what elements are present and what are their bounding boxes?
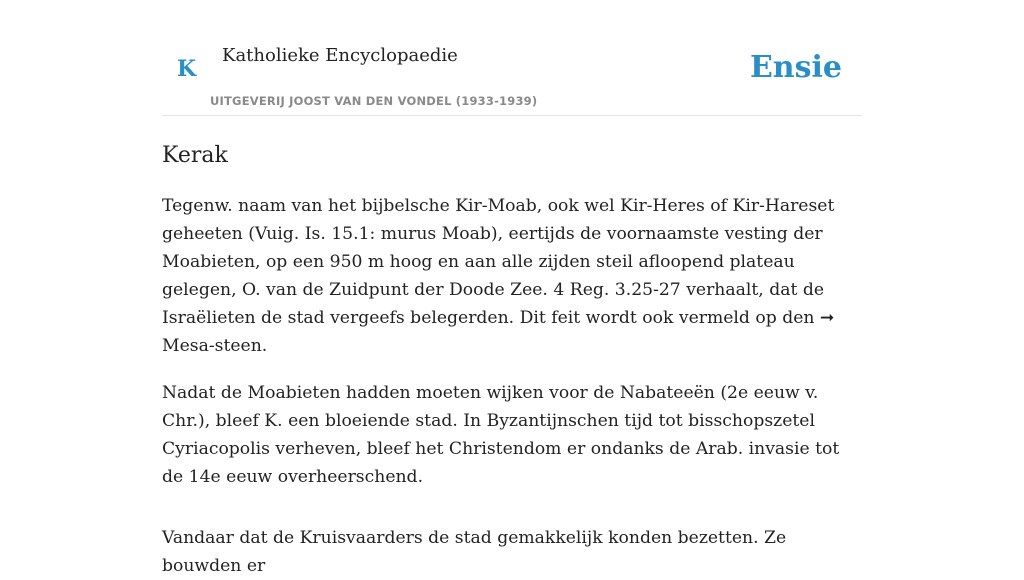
article-paragraph: Nadat de Moabieten hadden moeten wijken voor de Nabateeën (2e eeuw v. Chr.), bleef K. een bloeiende stad. In Byzantijnschen tijd tot bisschopszetel Cyriacopolis verheven, bleef het Christendom er ondanks de Arab. invasie tot de 14e eeuw overheerschend. [162,383,840,487]
article-paragraph: Vandaar dat de Kruisvaarders de stad gemakkelijk konden bezetten. Ze bouwden er [162,528,787,576]
article-paragraph [162,192,862,360]
paragraph-end: . [261,336,268,356]
ensie-brand-link[interactable]: Ensie [749,50,842,85]
article-title: Kerak [162,143,228,168]
page [162,0,862,580]
site-header [162,0,862,116]
mesa-steen-link[interactable]: Mesa-steen [162,336,262,356]
encyclopedia-title[interactable]: Katholieke Encyclopaedie [222,45,458,66]
publisher-label: UITGEVERIJ JOOST VAN DEN VONDEL (1933-1939) [210,94,538,108]
paragraph-text: Tegenw. naam van het bijbelsche Kir-Moab, ook wel Kir-Heres of Kir-Hareset geheeten (Vuig. Is. 15.1: murus Moab), eertijds de voornaamste vesting der Moabieten, op een 950 m hoog en aan alle zijden steil afloopend plateau gelegen, O. van de Zuidpunt der Doode Zee. 4 Reg. 3.25-27 verhaalt, dat de Israëlieten de stad vergeefs belegerden. Dit feit wordt ook vermeld op den [162,196,835,328]
encyclopedia-logo[interactable]: K [177,56,197,82]
arrow-right-icon: ➞ [819,308,835,328]
